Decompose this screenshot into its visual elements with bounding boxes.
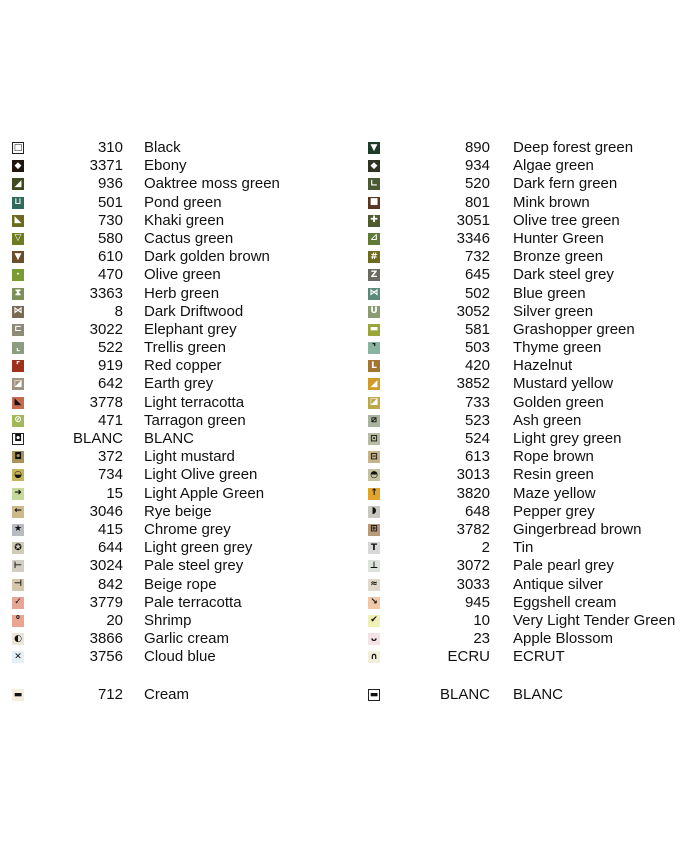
thread-code: 3346 bbox=[456, 229, 490, 247]
stitch-symbol-icon: □ bbox=[13, 142, 23, 153]
extra-column-right bbox=[365, 686, 700, 704]
thread-name: Dark fern green bbox=[513, 175, 618, 193]
thread-code: 730 bbox=[97, 211, 123, 229]
thread-code: 524 bbox=[464, 430, 490, 447]
stitch-symbol-icon: ◢ bbox=[368, 378, 380, 390]
thread-name: Blue green bbox=[513, 284, 586, 302]
legend-row bbox=[0, 430, 350, 448]
thread-name: Maze yellow bbox=[513, 484, 596, 502]
thread-name: Hunter Green bbox=[513, 229, 604, 247]
thread-code: 734 bbox=[97, 466, 123, 484]
thread-name: Garlic cream bbox=[144, 630, 230, 648]
thread-name: Light green grey bbox=[144, 539, 253, 557]
stitch-symbol-icon: ∟ bbox=[368, 178, 380, 190]
thread-name: Pond green bbox=[144, 193, 222, 211]
thread-code: 470 bbox=[97, 266, 123, 284]
thread-name: Hazelnut bbox=[513, 357, 573, 375]
stitch-symbol-icon: ◐ bbox=[12, 633, 24, 645]
thread-name: Rope brown bbox=[513, 448, 594, 466]
thread-code: 3051 bbox=[456, 211, 490, 229]
thread-name: Silver green bbox=[513, 302, 594, 320]
legend-row bbox=[365, 539, 700, 557]
stitch-symbol-icon: ⋈ bbox=[13, 306, 23, 317]
legend-row bbox=[365, 375, 700, 393]
stitch-symbol-icon: ⊿ bbox=[368, 233, 380, 245]
thread-name: Cloud blue bbox=[144, 648, 216, 666]
thread-name: Algae green bbox=[513, 157, 594, 175]
legend-row bbox=[365, 321, 700, 339]
thread-name: Shrimp bbox=[144, 611, 192, 629]
stitch-symbol-icon: ◗ bbox=[368, 506, 380, 518]
thread-code: 580 bbox=[97, 229, 123, 247]
legend-row bbox=[0, 557, 350, 575]
stitch-symbol-icon: ▬ bbox=[369, 689, 379, 700]
thread-name: Ash green bbox=[513, 411, 582, 429]
legend-row bbox=[365, 139, 700, 157]
stitch-symbol-icon: ⊟ bbox=[368, 451, 380, 463]
legend-row bbox=[0, 230, 350, 248]
stitch-symbol-icon: · bbox=[12, 269, 24, 281]
thread-code: 420 bbox=[464, 357, 490, 375]
thread-code: 3072 bbox=[456, 557, 490, 575]
legend-row bbox=[365, 248, 700, 266]
stitch-symbol-icon: ➜ bbox=[12, 488, 24, 500]
legend-row bbox=[365, 175, 700, 193]
thread-code: 642 bbox=[97, 375, 123, 393]
thread-code: 919 bbox=[97, 357, 123, 375]
legend-row bbox=[0, 503, 350, 521]
thread-code: 3371 bbox=[89, 157, 123, 175]
legend-row bbox=[0, 630, 350, 648]
thread-code: 801 bbox=[464, 193, 490, 211]
thread-name: Thyme green bbox=[513, 339, 602, 357]
thread-code: 648 bbox=[464, 502, 490, 520]
thread-code: 3046 bbox=[89, 502, 123, 520]
stitch-symbol-icon: ⊢ bbox=[13, 560, 23, 571]
stitch-symbol-icon: ⋈ bbox=[369, 288, 379, 298]
legend-row bbox=[0, 212, 350, 230]
legend-row bbox=[365, 612, 700, 630]
thread-name: Gingerbread brown bbox=[513, 520, 642, 538]
stitch-symbol-icon: ⁰ bbox=[12, 615, 24, 627]
legend-row bbox=[365, 194, 700, 212]
thread-code: 8 bbox=[114, 302, 123, 320]
thread-code: 936 bbox=[97, 175, 123, 193]
stitch-symbol-icon: ✚ bbox=[368, 215, 380, 227]
thread-code: 10 bbox=[473, 611, 490, 629]
thread-name: ECRUT bbox=[513, 648, 565, 666]
legend-row bbox=[0, 686, 350, 704]
thread-name: Olive green bbox=[144, 266, 221, 284]
legend-row bbox=[365, 303, 700, 321]
stitch-symbol-icon: ★ bbox=[13, 524, 23, 535]
thread-code: 732 bbox=[464, 248, 490, 266]
stitch-symbol-icon: ✪ bbox=[12, 542, 24, 554]
stitch-symbol-icon: ◣ bbox=[12, 215, 24, 227]
thread-code: 415 bbox=[97, 520, 123, 538]
legend-row bbox=[365, 521, 700, 539]
thread-name: Rye beige bbox=[144, 502, 212, 520]
stitch-symbol-icon: ◪ bbox=[13, 378, 23, 389]
thread-code: 3052 bbox=[456, 302, 490, 320]
thread-name: Very Light Tender Green bbox=[513, 611, 676, 629]
thread-name: Deep forest green bbox=[513, 139, 634, 156]
legend-column-right bbox=[365, 139, 700, 666]
thread-name: Grashopper green bbox=[513, 320, 635, 338]
stitch-symbol-icon: ∩ bbox=[368, 651, 380, 663]
thread-name: Earth grey bbox=[144, 375, 214, 393]
stitch-symbol-icon: ✔ bbox=[368, 615, 380, 627]
thread-code: 15 bbox=[106, 484, 123, 502]
legend-row bbox=[365, 230, 700, 248]
thread-name: Pale pearl grey bbox=[513, 557, 614, 575]
thread-code: 581 bbox=[464, 320, 490, 338]
stitch-symbol-icon: ◢ bbox=[12, 178, 24, 190]
thread-name: Oaktree moss green bbox=[144, 175, 280, 193]
legend-row bbox=[0, 612, 350, 630]
thread-code: 3820 bbox=[456, 484, 490, 502]
legend-row bbox=[0, 194, 350, 212]
thread-name: Golden green bbox=[513, 393, 604, 411]
stitch-symbol-icon: ᴗ bbox=[368, 633, 380, 645]
legend-row bbox=[365, 466, 700, 484]
stitch-symbol-icon: ⧄ bbox=[368, 415, 380, 427]
thread-code: 23 bbox=[473, 630, 490, 648]
legend-row bbox=[0, 648, 350, 666]
legend-row bbox=[365, 339, 700, 357]
legend-row bbox=[0, 412, 350, 430]
thread-code: 501 bbox=[97, 193, 123, 211]
thread-code: ECRU bbox=[447, 648, 490, 666]
legend-row bbox=[0, 539, 350, 557]
thread-name: Dark golden brown bbox=[144, 248, 270, 266]
legend-row bbox=[0, 594, 350, 612]
stitch-symbol-icon: ✕ bbox=[12, 651, 24, 663]
thread-name: Cream bbox=[144, 686, 190, 703]
legend-row bbox=[0, 175, 350, 193]
thread-code: 3852 bbox=[456, 375, 490, 393]
thread-code: 3022 bbox=[89, 320, 123, 338]
legend-row bbox=[0, 321, 350, 339]
thread-code: 372 bbox=[97, 448, 123, 466]
legend-row bbox=[365, 357, 700, 375]
legend-row bbox=[0, 139, 350, 157]
legend-row bbox=[365, 157, 700, 175]
stitch-symbol-icon: ◘ bbox=[12, 451, 24, 463]
stitch-symbol-icon: ◘ bbox=[12, 433, 24, 445]
stitch-symbol-icon: ≈ bbox=[368, 579, 380, 591]
stitch-symbol-icon: ▼ bbox=[368, 142, 380, 154]
legend-row bbox=[0, 521, 350, 539]
legend-row bbox=[365, 285, 700, 303]
legend-row bbox=[365, 412, 700, 430]
legend-row bbox=[365, 630, 700, 648]
thread-name: Trellis green bbox=[144, 339, 226, 357]
thread-code: 520 bbox=[464, 175, 490, 193]
stitch-symbol-icon: ◆ bbox=[368, 160, 380, 172]
stitch-symbol-icon: # bbox=[368, 251, 380, 263]
legend-row bbox=[0, 466, 350, 484]
thread-code: 20 bbox=[106, 611, 123, 629]
stitch-symbol-icon: ▬ bbox=[369, 324, 379, 335]
thread-code: 471 bbox=[97, 411, 123, 429]
stitch-symbol-icon: ⊣ bbox=[13, 579, 23, 589]
thread-code: 934 bbox=[464, 157, 490, 175]
thread-name: Light grey green bbox=[513, 430, 622, 447]
thread-name: Black bbox=[144, 139, 181, 156]
legend-row bbox=[0, 375, 350, 393]
legend-row bbox=[365, 686, 700, 704]
stitch-symbol-icon: ↑ bbox=[368, 488, 380, 500]
legend-column-left bbox=[0, 139, 350, 666]
thread-name: Mustard yellow bbox=[513, 375, 614, 393]
legend-row bbox=[365, 394, 700, 412]
legend-row bbox=[0, 285, 350, 303]
thread-name: Elephant grey bbox=[144, 320, 237, 338]
thread-name: Red copper bbox=[144, 357, 222, 375]
thread-name: Pale steel grey bbox=[144, 557, 244, 575]
thread-code: 522 bbox=[97, 339, 123, 357]
thread-name: Eggshell cream bbox=[513, 593, 617, 611]
thread-name: Mink brown bbox=[513, 193, 590, 211]
thread-name: Light Apple Green bbox=[144, 484, 265, 502]
thread-name: Light Olive green bbox=[144, 466, 258, 484]
thread-code: 890 bbox=[464, 139, 490, 156]
thread-code: 945 bbox=[464, 593, 490, 611]
thread-code: 842 bbox=[97, 575, 123, 593]
legend-row bbox=[0, 248, 350, 266]
extra-column-left bbox=[0, 686, 350, 704]
legend-row bbox=[365, 557, 700, 575]
stitch-symbol-icon: ⊘ bbox=[12, 415, 24, 427]
stitch-symbol-icon: ✓ bbox=[12, 597, 24, 609]
thread-code: 3756 bbox=[89, 648, 123, 666]
thread-code: 3866 bbox=[89, 630, 123, 648]
thread-code: 3782 bbox=[456, 520, 490, 538]
thread-name: Light terracotta bbox=[144, 393, 245, 411]
stitch-symbol-icon: U bbox=[368, 306, 380, 318]
thread-name: Apple Blossom bbox=[513, 630, 614, 648]
stitch-symbol-icon: ↘ bbox=[368, 597, 380, 609]
thread-code: 613 bbox=[464, 448, 490, 466]
thread-code: 502 bbox=[464, 284, 490, 302]
stitch-symbol-icon: ▼ bbox=[12, 251, 24, 263]
stitch-symbol-icon: ⊞ bbox=[368, 524, 380, 536]
thread-name: Antique silver bbox=[513, 575, 604, 593]
thread-name: BLANC bbox=[513, 686, 564, 703]
stitch-symbol-icon: ⊏ bbox=[12, 324, 24, 336]
legend-row bbox=[365, 576, 700, 594]
thread-code: BLANC bbox=[439, 686, 490, 703]
thread-name: Beige rope bbox=[144, 575, 217, 593]
stitch-symbol-icon: ◆ bbox=[12, 160, 24, 172]
thread-code: 3779 bbox=[89, 593, 123, 611]
legend-row bbox=[0, 157, 350, 175]
thread-code: 733 bbox=[464, 393, 490, 411]
thread-code: BLANC bbox=[72, 430, 123, 447]
legend-row bbox=[0, 485, 350, 503]
stitch-symbol-icon: ▬ bbox=[13, 689, 23, 700]
legend-row bbox=[0, 394, 350, 412]
thread-name: Ebony bbox=[144, 157, 187, 175]
thread-code: 3778 bbox=[89, 393, 123, 411]
stitch-symbol-icon: ← bbox=[12, 506, 24, 518]
stitch-symbol-icon: Z bbox=[368, 269, 380, 281]
legend-row bbox=[0, 357, 350, 375]
stitch-symbol-icon: ◣ bbox=[12, 397, 24, 409]
stitch-symbol-icon: ⧗ bbox=[12, 288, 24, 300]
thread-code: 503 bbox=[464, 339, 490, 357]
stitch-symbol-icon: L bbox=[368, 360, 380, 372]
stitch-symbol-icon: ⊡ bbox=[368, 433, 380, 445]
legend-row bbox=[0, 576, 350, 594]
stitch-symbol-icon: ⊔ bbox=[12, 197, 24, 209]
legend-row bbox=[365, 648, 700, 666]
thread-name: Dark Driftwood bbox=[144, 302, 244, 320]
legend-row bbox=[365, 430, 700, 448]
legend-row bbox=[0, 339, 350, 357]
thread-code: 645 bbox=[464, 266, 490, 284]
stitch-symbol-icon: T bbox=[368, 542, 380, 554]
thread-name: Chrome grey bbox=[144, 520, 231, 538]
thread-code: 712 bbox=[97, 686, 123, 703]
stitch-symbol-icon: ■ bbox=[369, 197, 379, 208]
thread-code: 3363 bbox=[89, 284, 123, 302]
stitch-symbol-icon: ⌜ bbox=[12, 360, 24, 372]
thread-name: Pale terracotta bbox=[144, 593, 242, 611]
thread-code: 610 bbox=[97, 248, 123, 266]
thread-name: Tarragon green bbox=[144, 411, 246, 429]
thread-name: Bronze green bbox=[513, 248, 604, 266]
stitch-symbol-icon: ◪ bbox=[369, 397, 379, 408]
thread-name: Herb green bbox=[144, 284, 220, 302]
stitch-symbol-icon: ⌝ bbox=[368, 342, 380, 354]
legend-row bbox=[0, 303, 350, 321]
legend-row bbox=[365, 448, 700, 466]
thread-code: 310 bbox=[97, 139, 123, 156]
thread-name: Dark steel grey bbox=[513, 266, 614, 284]
thread-name: Resin green bbox=[513, 466, 594, 484]
thread-code: 644 bbox=[97, 539, 123, 557]
thread-name: Olive tree green bbox=[513, 211, 620, 229]
thread-name: Cactus green bbox=[144, 229, 234, 247]
thread-name: Tin bbox=[513, 539, 534, 557]
thread-code: 3033 bbox=[456, 575, 490, 593]
legend-row bbox=[365, 503, 700, 521]
legend-row bbox=[365, 212, 700, 230]
stitch-symbol-icon: ⊥ bbox=[369, 560, 379, 571]
legend-row bbox=[0, 448, 350, 466]
thread-code: 3024 bbox=[89, 557, 123, 575]
stitch-symbol-icon: ⌞ bbox=[12, 342, 24, 354]
thread-code: 3013 bbox=[456, 466, 490, 484]
legend-row bbox=[365, 485, 700, 503]
stitch-symbol-icon: ◓ bbox=[368, 469, 380, 481]
stitch-symbol-icon: ◒ bbox=[12, 469, 24, 481]
stitch-symbol-icon: ▽ bbox=[12, 233, 24, 245]
thread-name: Pepper grey bbox=[513, 502, 595, 520]
thread-name: Khaki green bbox=[144, 211, 225, 229]
thread-name: Light mustard bbox=[144, 448, 235, 466]
legend-row bbox=[365, 594, 700, 612]
thread-code: 2 bbox=[481, 539, 490, 557]
legend-row bbox=[0, 266, 350, 284]
thread-name: BLANC bbox=[144, 430, 195, 447]
legend-row bbox=[365, 266, 700, 284]
thread-code: 523 bbox=[464, 411, 490, 429]
